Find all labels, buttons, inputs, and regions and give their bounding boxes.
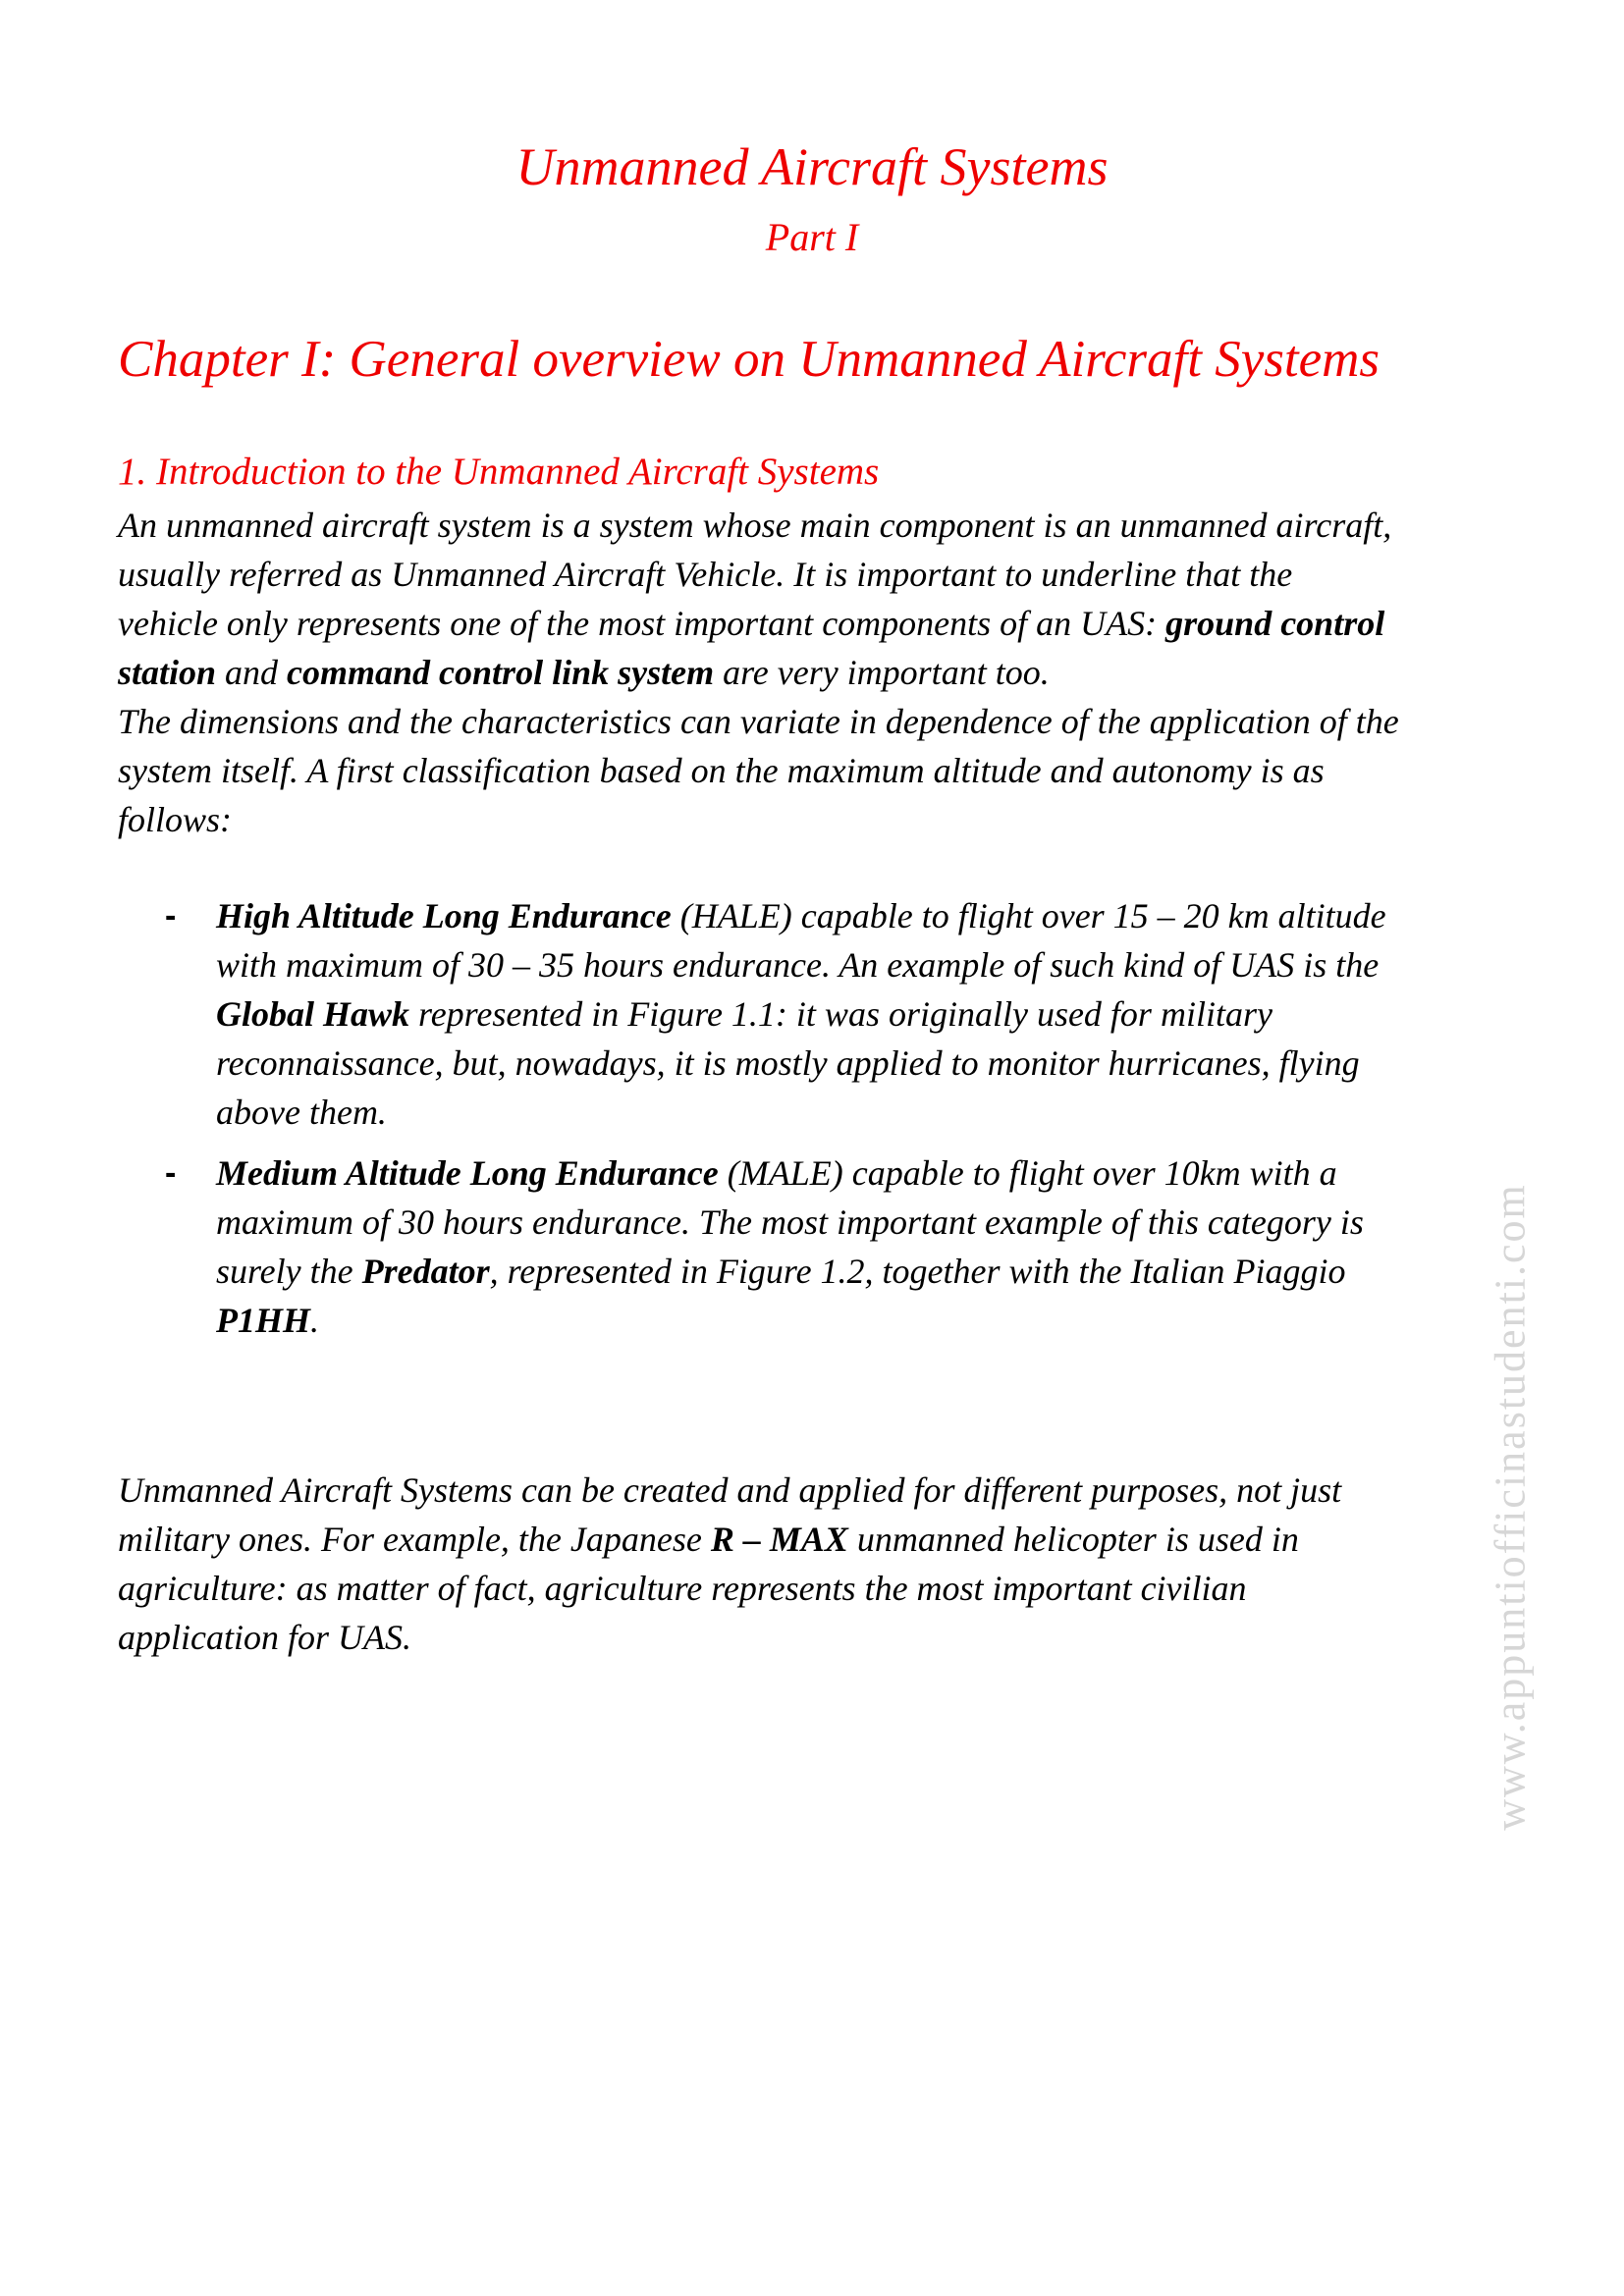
text-run: unmanned helicopter is used in (847, 1520, 1299, 1559)
bold-term-male: Medium Altitude Long Endurance (216, 1153, 719, 1193)
paragraph-line (216, 1296, 1512, 1345)
paragraph-line (216, 1148, 1512, 1198)
bold-term-station: station (118, 653, 217, 692)
paragraph-line: The dimensions and the characteristics can variate in dependence of the application of the (118, 702, 1399, 741)
text-run: are very important too. (714, 653, 1050, 692)
text-run: . (310, 1301, 319, 1340)
bullet-dash: - (165, 897, 177, 934)
text-run: vehicle only represents one of the most important components of an UAS: (118, 604, 1166, 643)
document-subtitle: Part I (765, 215, 859, 259)
text-run: , represented in Figure 1.2, together with the Italian Piaggio (489, 1252, 1346, 1291)
paragraph-line: application for UAS. (118, 1618, 411, 1657)
section-heading: 1. Introduction to the Unmanned Aircraft Systems (118, 451, 880, 493)
closing-paragraph (118, 1466, 1512, 1662)
paragraph-line: maximum of 30 hours endurance. The most important example of this category is (216, 1202, 1364, 1242)
document-title: Unmanned Aircraft Systems (515, 137, 1109, 196)
bold-term-command-control-link: command control link system (287, 653, 715, 692)
paragraph-line (216, 891, 1512, 940)
text-run: military ones. For example, the Japanese (118, 1520, 711, 1559)
bullet-dash: - (165, 1154, 177, 1192)
paragraph-line: above them. (216, 1093, 387, 1132)
text-run: (HALE) capable to flight over 15 – 20 km altitude (671, 896, 1386, 935)
paragraph-line (118, 1515, 1512, 1564)
paragraph-line (216, 989, 1512, 1039)
chapter-heading: Chapter I: General overview on Unmanned Aircraft Systems (118, 331, 1380, 388)
bold-term-global-hawk: Global Hawk (216, 994, 410, 1034)
list-item-text (216, 1148, 1512, 1345)
paragraph-line (118, 648, 1512, 697)
bold-term-p1hh: P1HH (216, 1301, 310, 1340)
text-run: (MALE) capable to flight over 10km with a (718, 1153, 1337, 1193)
paragraph-line: An unmanned aircraft system is a system whose main component is an unmanned aircraft, (118, 506, 1392, 545)
paragraph-line (118, 599, 1512, 648)
paragraph-line (216, 1247, 1512, 1296)
list-item-text (216, 891, 1512, 1137)
paragraph-line: with maximum of 30 – 35 hours endurance. An example of such kind of UAS is the (216, 945, 1380, 985)
paragraph-line: follows: (118, 800, 233, 839)
paragraph-line: usually referred as Unmanned Aircraft Vehicle. It is important to underline that the (118, 555, 1293, 594)
text-run: and (216, 653, 288, 692)
paragraph-line: agriculture: as matter of fact, agriculture represents the most important civilian (118, 1569, 1247, 1608)
text-run: surely the (216, 1252, 362, 1291)
bold-term-hale: High Altitude Long Endurance (216, 896, 672, 935)
paragraph-line: reconnaissance, but, nowadays, it is mostly applied to monitor hurricanes, flying (216, 1043, 1360, 1083)
bold-term-ground-control: ground control (1165, 604, 1385, 643)
intro-paragraph (118, 501, 1512, 844)
bold-term-r-max: R – MAX (710, 1520, 848, 1559)
paragraph-line: Unmanned Aircraft Systems can be created and applied for different purposes, not just (118, 1470, 1342, 1510)
text-run: represented in Figure 1.1: it was originally used for military (409, 994, 1272, 1034)
watermark-url: www.appuntiofficinastudenti.com (1486, 1183, 1535, 1831)
bold-term-predator: Predator (361, 1252, 490, 1291)
paragraph-line: system itself. A first classification based on the maximum altitude and autonomy is as (118, 751, 1325, 790)
